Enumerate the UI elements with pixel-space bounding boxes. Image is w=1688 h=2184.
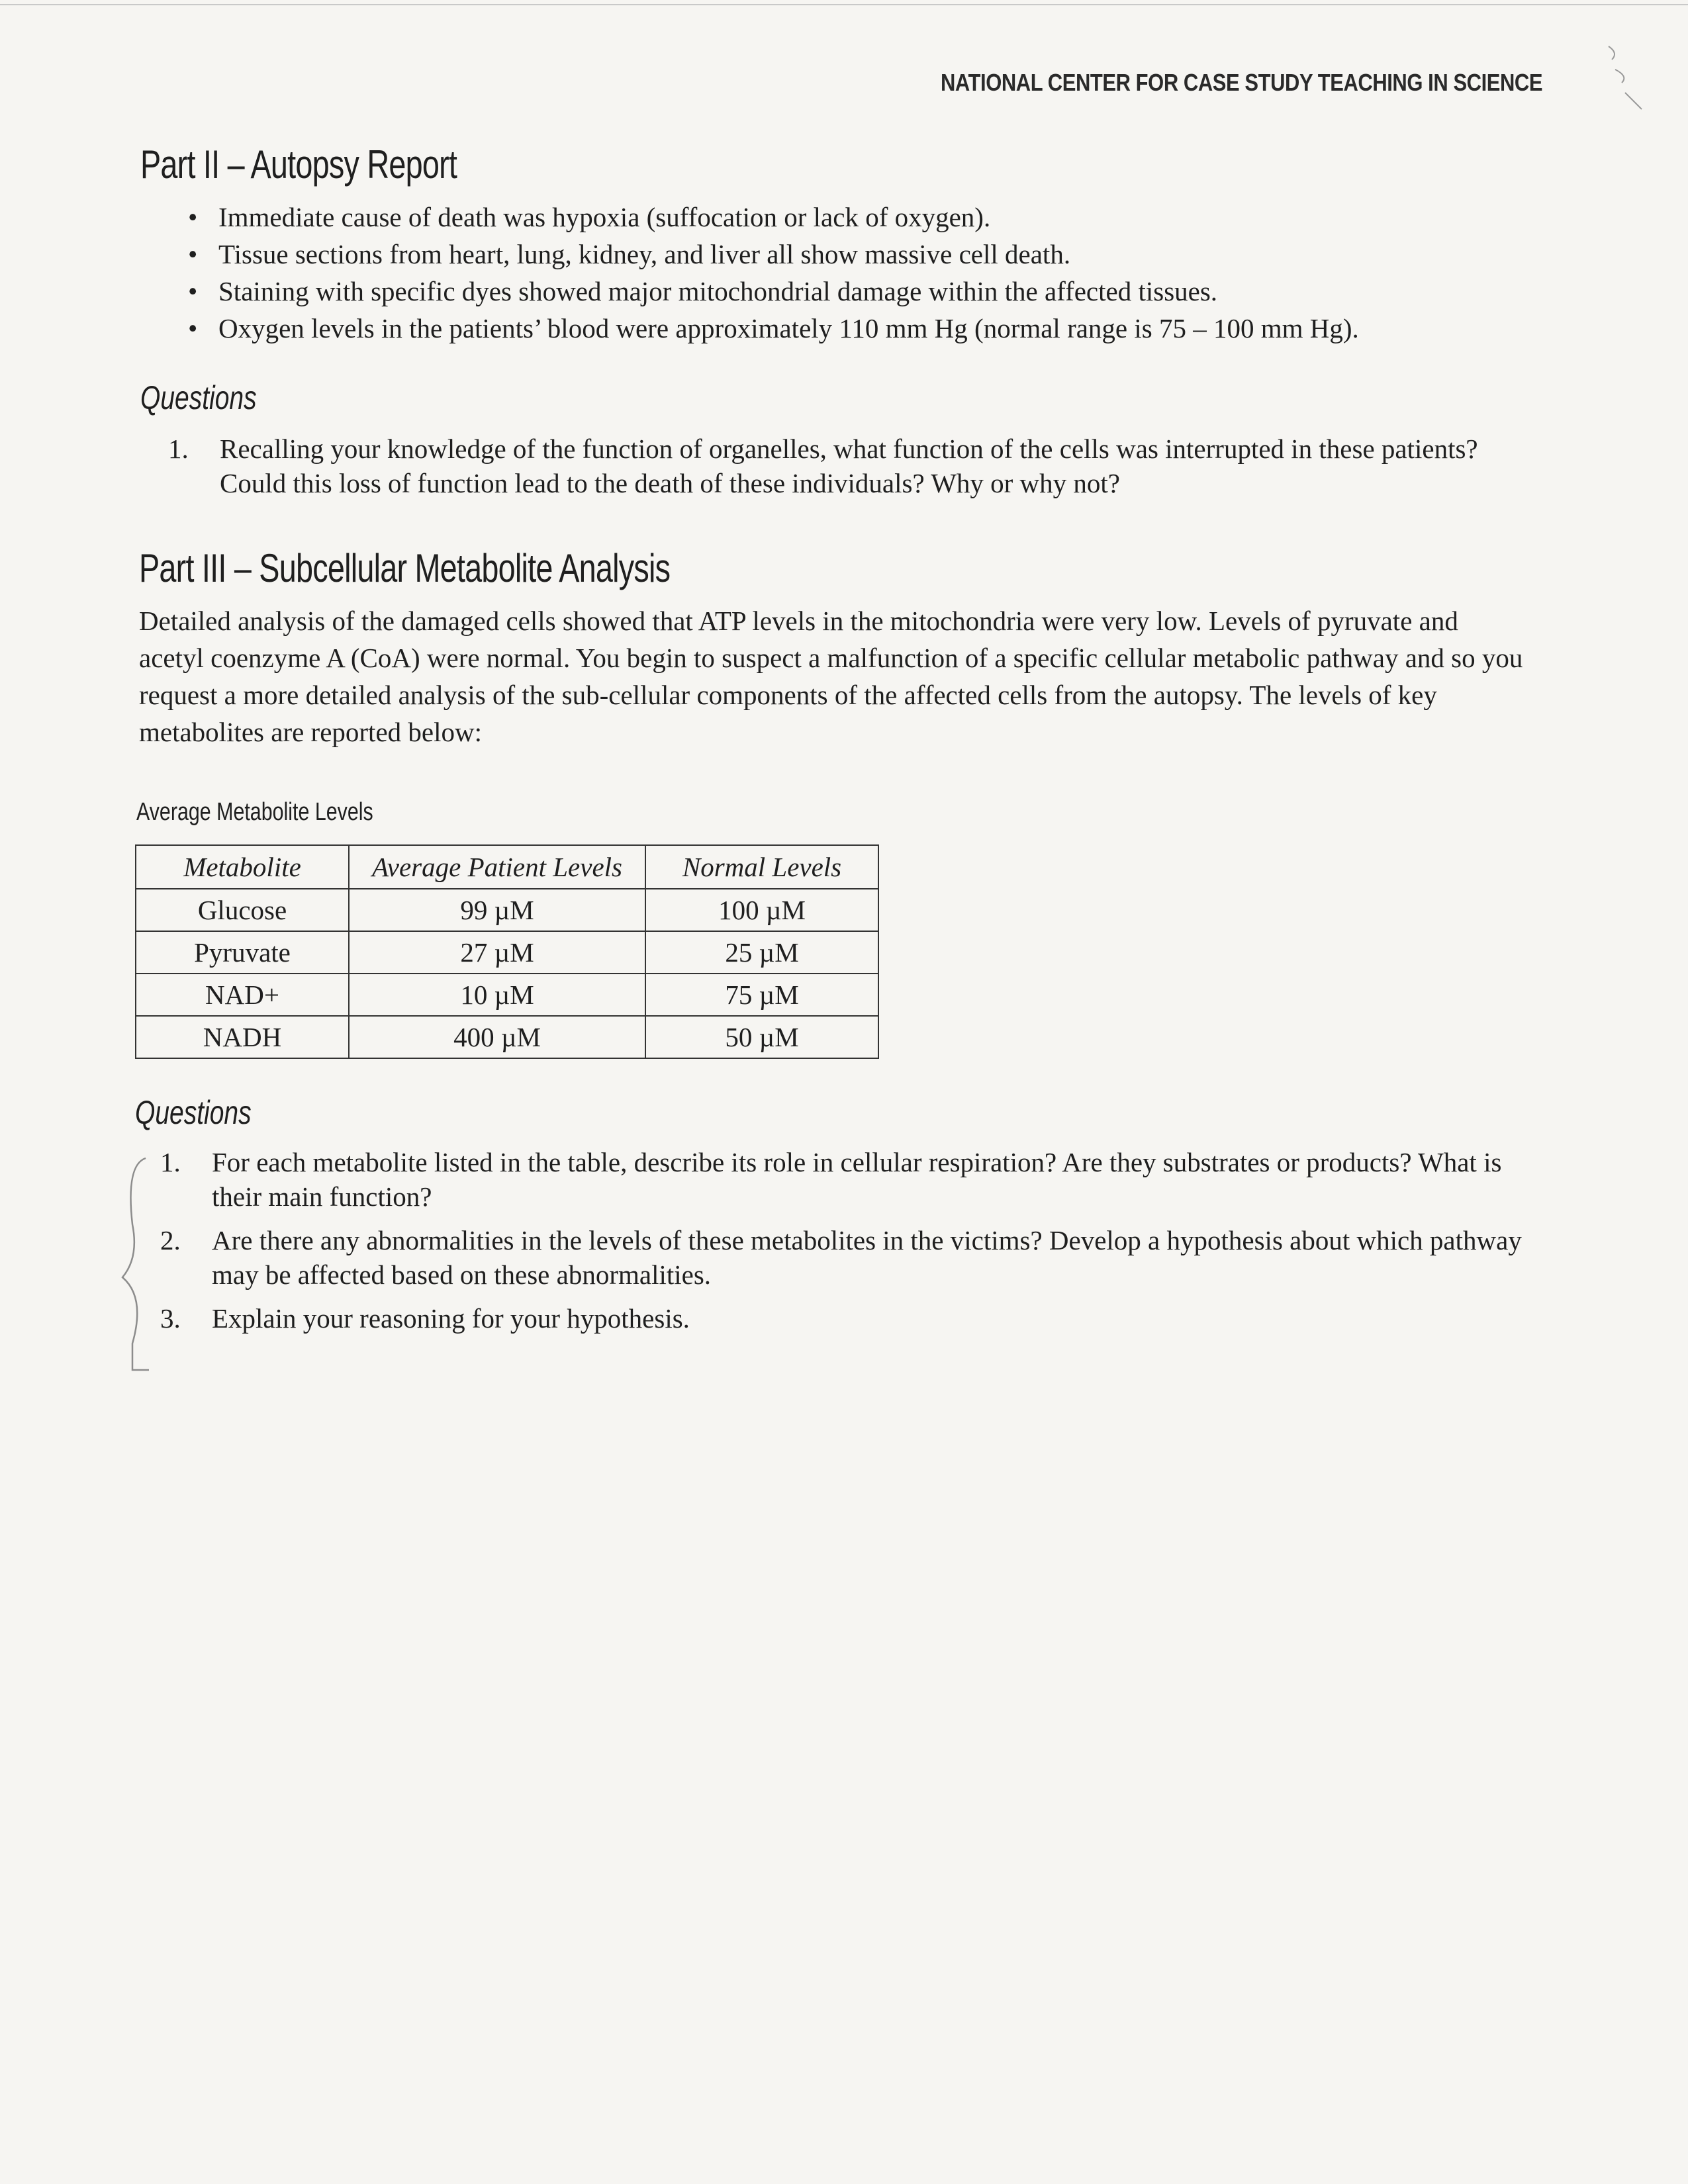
list-item: • Oxygen levels in the patients’ blood were approximately 110 mm Hg (normal range is 75 – 100 mm Hg). bbox=[188, 313, 1359, 343]
part3-questions-heading: Questions bbox=[135, 1094, 252, 1131]
table-cell: Glucose bbox=[136, 889, 349, 931]
list-item: • Tissue sections from heart, lung, kidney, and liver all show massive cell death. bbox=[188, 239, 1071, 269]
part3-title: Part III – Subcellular Metabolite Analysis bbox=[139, 546, 671, 590]
column-header: Normal Levels bbox=[645, 845, 878, 889]
table-cell: 25 µM bbox=[645, 931, 878, 974]
table-header-row bbox=[136, 845, 878, 889]
table-cell: 10 µM bbox=[349, 974, 645, 1016]
table-caption: Average Metabolite Levels bbox=[136, 798, 373, 826]
part2-questions-heading: Questions bbox=[140, 379, 257, 416]
question-item: 1. For each metabolite listed in the table, describe its role in cellular respiration? Are they substrates or products? What is their main function? bbox=[160, 1147, 1502, 1212]
scan-edge-line bbox=[0, 4, 1688, 5]
margin-scribble-icon bbox=[1595, 40, 1648, 119]
table-row bbox=[136, 974, 878, 1016]
question-item: 1. Recalling your knowledge of the function of organelles, what function of the cells was interrupted in these patients? Could this loss of function lead to the death of these individuals? Why or why not? bbox=[168, 433, 1478, 498]
autopsy-findings-list bbox=[188, 199, 1542, 347]
list-item: • Immediate cause of death was hypoxia (suffocation or lack of oxygen). bbox=[188, 202, 991, 232]
part3-questions-list bbox=[160, 1145, 1549, 1345]
table-cell: NADH bbox=[136, 1016, 349, 1058]
table-cell: 99 µM bbox=[349, 889, 645, 931]
metabolite-table bbox=[135, 844, 879, 1059]
question-item: 3. Explain your reasoning for your hypothesis. bbox=[160, 1303, 690, 1334]
part2-questions-list bbox=[168, 432, 1491, 510]
part3-paragraph: Detailed analysis of the damaged cells showed that ATP levels in the mitochondria were very low. Levels of pyruvate and acetyl coenzyme A (CoA) were normal. You begin to suspect a malfunction of a specific cellular metabolic pathway and so you request a more detailed analysis of the sub-cellular components of the affected cells from the autopsy. The levels of key metabolites are reported below: bbox=[139, 606, 1523, 747]
table-cell: NAD+ bbox=[136, 974, 349, 1016]
column-header: Average Patient Levels bbox=[349, 845, 645, 889]
table-cell: Pyruvate bbox=[136, 931, 349, 974]
table-cell: 27 µM bbox=[349, 931, 645, 974]
table-row bbox=[136, 931, 878, 974]
header-organization: NATIONAL CENTER FOR CASE STUDY TEACHING IN SCIENCE bbox=[940, 69, 1542, 96]
table-cell: 100 µM bbox=[645, 889, 878, 931]
column-header: Metabolite bbox=[136, 845, 349, 889]
table-row bbox=[136, 889, 878, 931]
table-cell: 400 µM bbox=[349, 1016, 645, 1058]
table-cell: 75 µM bbox=[645, 974, 878, 1016]
handwritten-bracket-icon bbox=[119, 1145, 165, 1383]
question-item: 2. Are there any abnormalities in the levels of these metabolites in the victims? Develop a hypothesis about which pathway may be affected based on these abnormalities. bbox=[160, 1225, 1522, 1290]
list-item: • Staining with specific dyes showed major mitochondrial damage within the affected tissues. bbox=[188, 276, 1218, 306]
table-cell: 50 µM bbox=[645, 1016, 878, 1058]
table-row bbox=[136, 1016, 878, 1058]
part2-title: Part II – Autopsy Report bbox=[140, 142, 457, 187]
